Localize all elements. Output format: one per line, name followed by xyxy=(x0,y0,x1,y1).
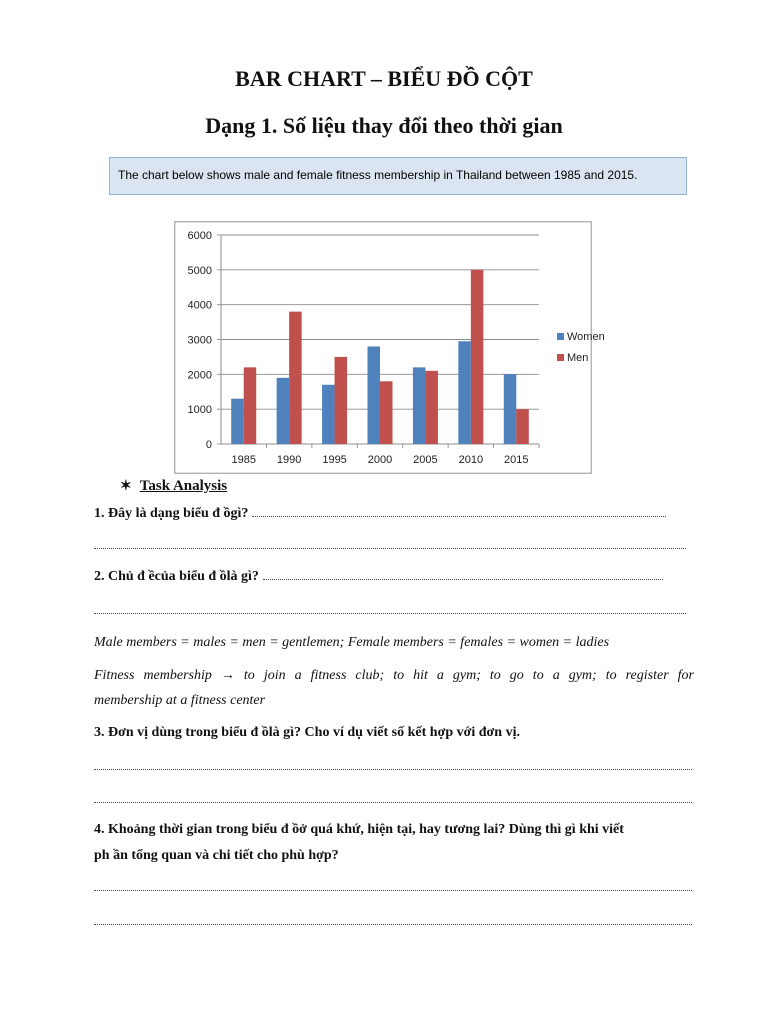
answer-line xyxy=(252,516,666,517)
task-analysis-heading xyxy=(120,478,227,495)
bar-men-2015 xyxy=(516,409,529,444)
answer-line xyxy=(94,613,686,614)
bar-men-1995 xyxy=(335,357,348,444)
vocab-line-1: Male members = males = men = gentlemen; Female members = females = women = ladies xyxy=(94,635,610,650)
vocab-definition: to join a fitness club; to hit a gym; to go to a gym; to register for xyxy=(243,668,694,683)
legend-swatch-men xyxy=(557,354,564,361)
y-tick-label: 6000 xyxy=(187,230,212,242)
question-2 xyxy=(94,569,663,585)
x-tick-label: 1990 xyxy=(276,454,302,466)
x-tick-label: 2010 xyxy=(458,454,484,466)
y-tick-label: 0 xyxy=(205,439,212,451)
y-tick-label: 1000 xyxy=(187,404,212,417)
x-tick-label: 2000 xyxy=(367,454,393,466)
vocab-term: Fitness membership xyxy=(94,668,212,683)
answer-line xyxy=(263,579,663,580)
question-4-line-1: 4. Khoảng thời gian trong biểu đ ồở quá khứ, hiện tại, hay tương lai? Dùng thì gì khi viết xyxy=(94,822,624,837)
bar-women-2000 xyxy=(368,346,381,444)
question-3: 3. Đơn vị dùng trong biểu đ ồlà gì? Cho ví dụ viết số kết hợp với đơn vị. xyxy=(94,725,520,740)
question-1 xyxy=(94,506,666,522)
x-tick-label: 1985 xyxy=(231,454,256,466)
task-analysis-label: Task Analysis xyxy=(139,478,228,494)
answer-line xyxy=(94,890,692,891)
bar-men-2000 xyxy=(380,381,393,444)
question-4-line-2: ph ần tổng quan và chi tiết cho phù hợp? xyxy=(94,848,339,863)
question-1-text: 1. Đây là dạng biểu đ ồgì? xyxy=(94,506,249,521)
vocab-line-3: membership at a fitness center xyxy=(94,693,266,708)
bar-men-1990 xyxy=(289,312,302,444)
bar-chart xyxy=(174,221,605,474)
answer-line xyxy=(94,802,692,803)
bar-men-2010 xyxy=(471,270,484,444)
x-tick-label: 2005 xyxy=(413,454,438,466)
star-bullet-icon: ✶ xyxy=(120,479,132,494)
task-prompt-text: The chart below shows male and female fitness membership in Thailand between 1985 and 2015. xyxy=(118,168,638,182)
bar-women-2005 xyxy=(413,367,426,444)
bar-men-2005 xyxy=(425,371,438,444)
legend-swatch-women xyxy=(557,333,564,340)
document-title: BAR CHART – BIỂU ĐỒ CỘT xyxy=(235,66,533,91)
y-tick-label: 3000 xyxy=(187,334,212,347)
y-tick-label: 2000 xyxy=(187,369,212,382)
y-tick-label: 4000 xyxy=(187,299,212,312)
bar-women-1995 xyxy=(322,385,335,444)
legend-label-women: Women xyxy=(567,331,605,343)
bar-chart-svg xyxy=(174,221,605,474)
answer-line xyxy=(94,769,692,770)
x-tick-label: 2015 xyxy=(504,454,529,466)
task-prompt-box xyxy=(109,157,687,195)
arrow-right-icon: → xyxy=(220,668,235,683)
y-tick-label: 5000 xyxy=(187,264,212,277)
bar-men-1985 xyxy=(244,367,257,444)
document-subtitle: Dạng 1. Số liệu thay đổi theo thời gian xyxy=(205,113,563,138)
bar-women-2015 xyxy=(504,374,517,444)
answer-line xyxy=(94,924,692,925)
answer-line xyxy=(94,548,686,549)
x-tick-label: 1995 xyxy=(322,454,347,466)
bar-women-2010 xyxy=(458,341,471,444)
bar-women-1985 xyxy=(231,399,244,444)
question-2-text: 2. Chủ đ ềcủa biểu đ ồlà gì? xyxy=(94,569,259,584)
legend-label-men: Men xyxy=(567,352,589,364)
vocab-line-2 xyxy=(94,668,694,684)
bar-women-1990 xyxy=(277,378,290,444)
